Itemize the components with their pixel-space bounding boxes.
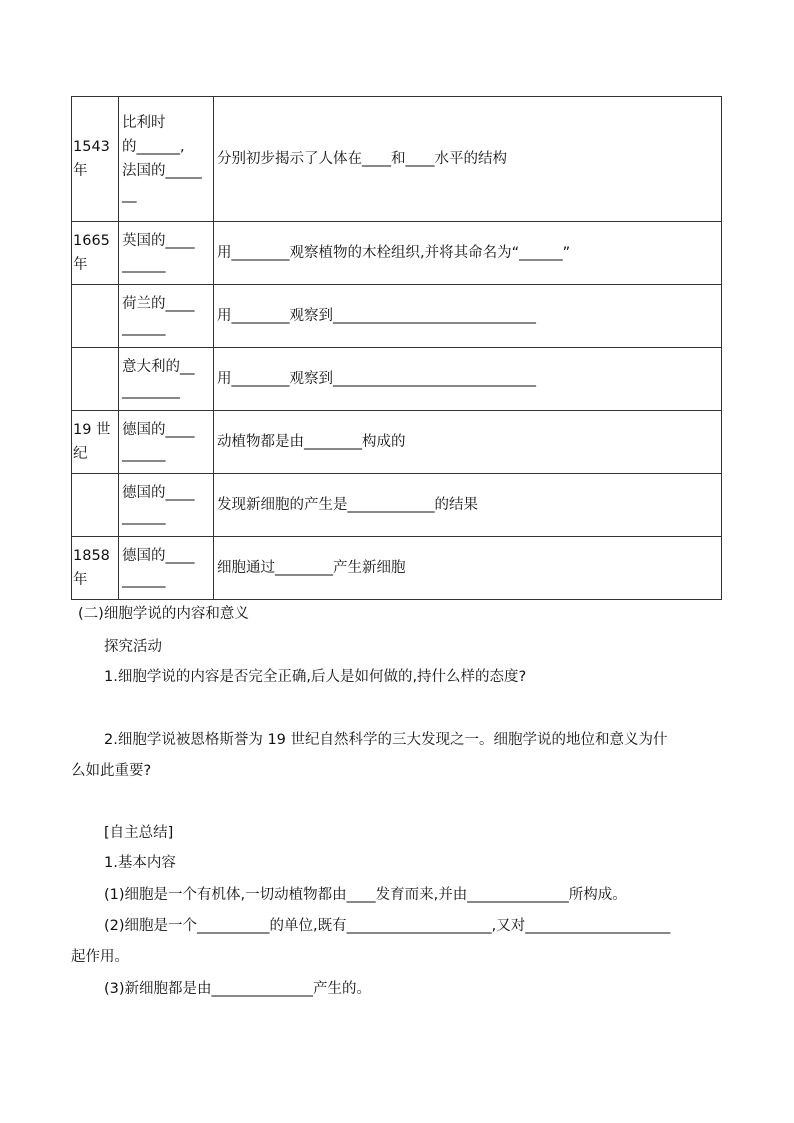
summary-item-2-line-2: 起作用。 (71, 949, 129, 965)
section-heading: (二)细胞学说的内容和意义 (78, 606, 249, 622)
table-row (72, 348, 722, 411)
year-cell: 19 世 纪 (72, 411, 119, 474)
summary-item-3: (3)新细胞都是由______________产生的。 (104, 981, 372, 997)
explore-title: 探究活动 (104, 639, 162, 655)
question-2-line-1: 2.细胞学说被恩格斯誉为 19 世纪自然科学的三大发现之一。细胞学说的地位和意义为什 (104, 732, 668, 748)
year-cell (72, 474, 119, 537)
summary-item-1: (1)细胞是一个有机体,一切动植物都由____发育而来,并由______________所构成。 (104, 887, 627, 903)
cell-theory-history-table (71, 96, 722, 600)
table-row (72, 474, 722, 537)
summary-title: [自主总结] (104, 825, 174, 841)
year-cell (72, 348, 119, 411)
year-cell (72, 285, 119, 348)
contribution-cell: 用________观察到____________________________ (214, 285, 722, 348)
scientist-cell: 比利时 的______, 法国的_____ __ (119, 97, 214, 222)
year-cell: 1858 年 (72, 537, 119, 600)
table-row (72, 285, 722, 348)
basic-content-title: 1.基本内容 (104, 855, 176, 871)
year-cell: 1665 年 (72, 222, 119, 285)
scientist-cell: 英国的____ ______ (119, 222, 214, 285)
question-1: 1.细胞学说的内容是否完全正确,后人是如何做的,持什么样的态度? (104, 669, 527, 685)
contribution-cell: 动植物都是由________构成的 (214, 411, 722, 474)
scientist-cell: 德国的____ ______ (119, 411, 214, 474)
year-cell: 1543 年 (72, 97, 119, 222)
scientist-cell: 荷兰的____ ______ (119, 285, 214, 348)
table-row (72, 222, 722, 285)
table-row (72, 537, 722, 600)
scientist-cell: 德国的____ ______ (119, 537, 214, 600)
contribution-cell: 发现新细胞的产生是____________的结果 (214, 474, 722, 537)
question-2-line-2: 么如此重要? (71, 763, 152, 779)
table-row (72, 97, 722, 222)
contribution-cell: 分别初步揭示了人体在____和____水平的结构 (214, 97, 722, 222)
summary-item-2-line-1: (2)细胞是一个__________的单位,既有____________________,又对____________________ (104, 918, 671, 934)
scientist-cell: 意大利的__ ________ (119, 348, 214, 411)
scientist-cell: 德国的____ ______ (119, 474, 214, 537)
contribution-cell: 用________观察到____________________________ (214, 348, 722, 411)
contribution-cell: 细胞通过________产生新细胞 (214, 537, 722, 600)
contribution-cell: 用________观察植物的木栓组织,并将其命名为“______” (214, 222, 722, 285)
table-row (72, 411, 722, 474)
